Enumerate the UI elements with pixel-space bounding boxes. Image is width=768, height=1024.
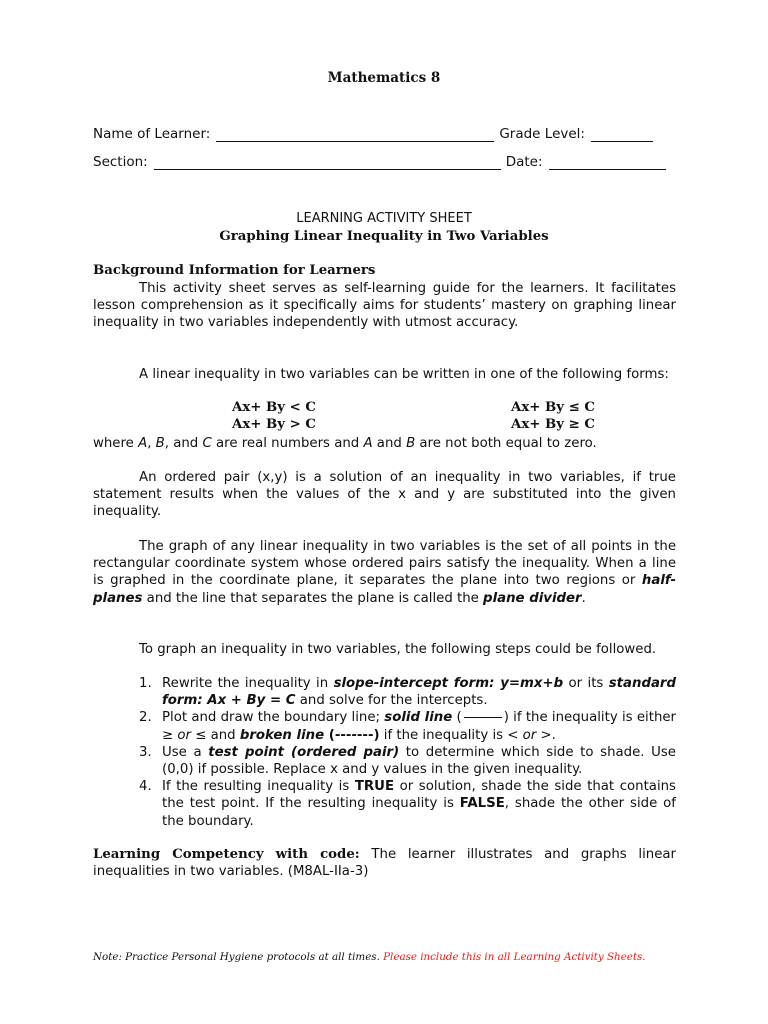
- form-greater-equal: Ax+ By ≥ C: [511, 417, 595, 432]
- section-date-row: [93, 154, 673, 170]
- background-paragraph-1: This activity sheet serves as self-learning guide for the learners. It facilitates lesson comprehension as it specifically aims for students’ mastery on graphing linear inequality in two variables independently with utmost accuracy.: [93, 281, 676, 331]
- form-greater-than: Ax+ By > C: [232, 417, 316, 432]
- forms-intro: A linear inequality in two variables can be written in one of the following forms:: [139, 367, 669, 382]
- steps-list: [139, 675, 676, 830]
- page-title: Mathematics 8: [327, 70, 441, 86]
- grade-blank[interactable]: [591, 127, 653, 142]
- date-blank[interactable]: [549, 155, 666, 170]
- learner-info-row: [93, 126, 673, 142]
- section-blank[interactable]: [154, 155, 501, 170]
- name-label: Name of Learner:: [93, 126, 211, 142]
- ordered-pair-paragraph: An ordered pair (x,y) is a solution of an inequality in two variables, if true statement results when the values of the x and y are substituted into the given inequality.: [93, 470, 676, 520]
- step-4: 4. If the resulting inequality is TRUE or solution, shade the side that contains the test point. If the resulting inequality is FALSE, shade the other side of the boundary.: [139, 779, 676, 829]
- name-blank[interactable]: [216, 127, 494, 142]
- step-3: 3. Use a test point (ordered pair) to determine which side to shade. Use (0,0) if possible. Replace x and y values in the given inequality.: [139, 744, 676, 778]
- steps-intro: To graph an inequality in two variables, the following steps could be followed.: [139, 642, 657, 657]
- step-1: 1. Rewrite the inequality in slope-intercept form: y=mx+b or its standard form: Ax + By = C and solve for the intercepts.: [139, 676, 677, 709]
- background-heading: Background Information for Learners: [93, 263, 376, 278]
- learning-competency: Learning Competency with code: The learner illustrates and graphs linear inequalities in two variables. (M8AL-IIa-3): [93, 847, 676, 880]
- footer-note: Note: Practice Personal Hygiene protocols at all times. Please include this in all Learning Activity Sheets.: [93, 951, 646, 963]
- grade-label: Grade Level:: [499, 126, 585, 142]
- step-2: 2. Plot and draw the boundary line; solid line ( ) if the inequality is either ≥ or ≤ and broken line (-------) if the inequality is < or >.: [139, 710, 677, 743]
- forms-condition: where A, B, and C are real numbers and A and B are not both equal to zero.: [93, 436, 597, 451]
- solid-line-sample: [464, 717, 502, 718]
- sheet-type: LEARNING ACTIVITY SHEET: [296, 211, 472, 226]
- graph-paragraph: The graph of any linear inequality in two variables is the set of all points in the rectangular coordinate system whose ordered pairs satisfy the inequality. When a line is graphed in the coordinate plane, it separates the plane into two regions or half-planes and the line that separates the plane is called the plane divider.: [93, 539, 676, 606]
- form-less-equal: Ax+ By ≤ C: [511, 400, 595, 415]
- sheet-topic: Graphing Linear Inequality in Two Variables: [219, 229, 549, 244]
- form-less-than: Ax+ By < C: [232, 400, 316, 415]
- section-label: Section:: [93, 154, 148, 170]
- date-label: Date:: [505, 154, 543, 170]
